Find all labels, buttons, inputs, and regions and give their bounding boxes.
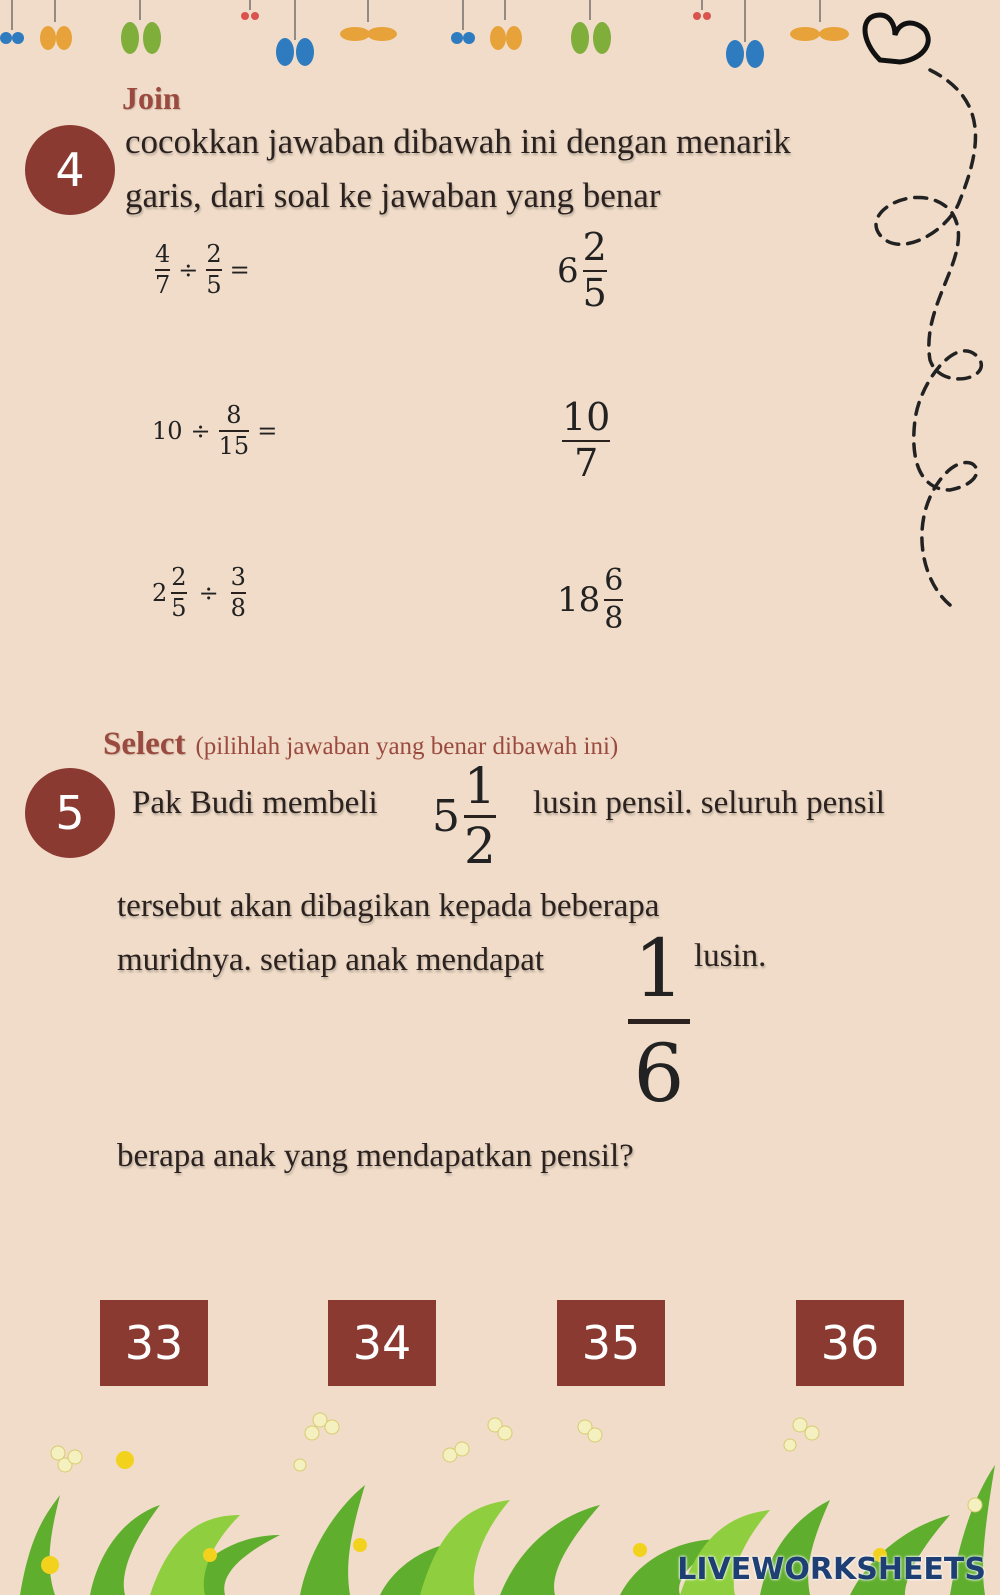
join-right-item-2[interactable] bbox=[562, 395, 611, 485]
fraction bbox=[562, 395, 611, 485]
join-left-item-3[interactable] bbox=[152, 565, 246, 621]
answer-option-35[interactable]: 35 bbox=[557, 1300, 665, 1386]
question-text-part-2: lusin pensil. seluruh pensil bbox=[533, 785, 885, 821]
question-text-line-3-end: lusin. bbox=[694, 938, 767, 974]
join-right-item-1[interactable] bbox=[557, 225, 607, 315]
answer-option-33[interactable]: 33 bbox=[100, 1300, 208, 1386]
whole-number: 2 bbox=[152, 579, 168, 608]
denominator: 15 bbox=[218, 432, 250, 461]
fraction bbox=[155, 242, 170, 298]
question-instruction-line-1: cocokkan jawaban dibawah ini dengan menarik bbox=[125, 122, 791, 161]
join-left-item-1[interactable] bbox=[155, 242, 250, 298]
denominator: 2 bbox=[464, 816, 496, 875]
hanging-insects-decoration bbox=[0, 0, 1000, 80]
fraction bbox=[582, 225, 607, 315]
numerator: 8 bbox=[226, 401, 242, 429]
fraction bbox=[604, 565, 623, 634]
fraction bbox=[464, 757, 496, 875]
question-type-label: Join bbox=[122, 80, 181, 116]
whole-number: 10 bbox=[152, 417, 183, 446]
portion-fraction bbox=[628, 922, 690, 1120]
denominator: 7 bbox=[574, 440, 599, 485]
numerator: 2 bbox=[171, 563, 187, 591]
question-type-hint: (pilihlah jawaban yang benar dibawah ini) bbox=[195, 733, 619, 760]
denominator: 6 bbox=[633, 1027, 685, 1120]
question-prompt: berapa anak yang mendapatkan pensil? bbox=[117, 1138, 634, 1174]
question-text-line-3: muridnya. setiap anak mendapat bbox=[117, 942, 545, 978]
denominator: 8 bbox=[230, 594, 246, 623]
whole-number: 6 bbox=[557, 250, 579, 291]
numerator: 6 bbox=[604, 563, 624, 598]
fraction bbox=[628, 922, 690, 1120]
fraction bbox=[231, 565, 246, 621]
divide-sign: ÷ bbox=[198, 579, 219, 608]
numerator: 1 bbox=[633, 922, 685, 1015]
equals-sign: = bbox=[229, 256, 250, 285]
join-right-item-3[interactable] bbox=[557, 565, 623, 634]
numerator: 4 bbox=[155, 240, 171, 268]
denominator: 8 bbox=[604, 600, 624, 636]
mixed-fraction bbox=[432, 757, 496, 875]
answer-option-36[interactable]: 36 bbox=[796, 1300, 904, 1386]
numerator: 1 bbox=[464, 757, 496, 815]
numerator: 3 bbox=[230, 563, 246, 591]
brand-logo: LIVEWORKSHEETS bbox=[677, 1552, 986, 1587]
whole-number: 5 bbox=[432, 790, 460, 842]
numerator: 2 bbox=[582, 225, 607, 269]
question-type-label: Select bbox=[103, 726, 186, 762]
fraction bbox=[206, 242, 221, 298]
denominator: 5 bbox=[206, 271, 222, 300]
divide-sign: ÷ bbox=[190, 417, 211, 446]
whole-number: 18 bbox=[557, 579, 601, 620]
divide-sign: ÷ bbox=[178, 256, 199, 285]
denominator: 7 bbox=[155, 271, 171, 300]
denominator: 5 bbox=[171, 594, 187, 623]
denominator: 5 bbox=[582, 270, 607, 315]
question-text-part-1: Pak Budi membeli bbox=[132, 785, 378, 821]
numerator: 2 bbox=[206, 240, 222, 268]
dashed-trail-decoration bbox=[860, 60, 1000, 630]
join-left-item-2[interactable] bbox=[152, 403, 277, 459]
answer-option-34[interactable]: 34 bbox=[328, 1300, 436, 1386]
fraction bbox=[219, 403, 250, 459]
question-number-badge: 5 bbox=[25, 768, 115, 858]
question-type-row bbox=[103, 726, 618, 763]
numerator: 10 bbox=[562, 395, 611, 439]
fraction bbox=[171, 565, 186, 621]
question-number-badge: 4 bbox=[25, 125, 115, 215]
question-text-line-2: tersebut akan dibagikan kepada beberapa bbox=[117, 888, 660, 924]
equals-sign: = bbox=[257, 417, 278, 446]
question-instruction-line-2: garis, dari soal ke jawaban yang benar bbox=[125, 176, 661, 215]
